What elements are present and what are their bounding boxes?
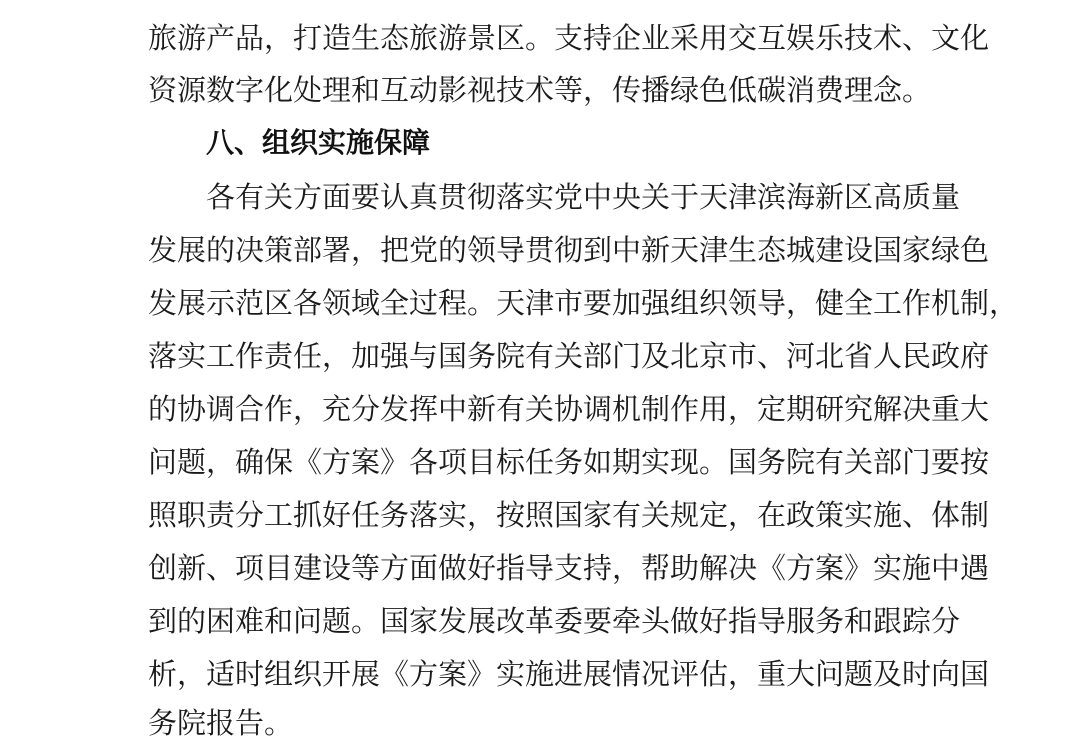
- paragraph-main-line-4: 落实工作责任，加强与国务院有关部门及北京市、河北省人民政府: [148, 339, 990, 373]
- paragraph-main-line-9: 到的困难和问题。国家发展改革委要牵头做好指导服务和跟踪分: [148, 604, 961, 638]
- paragraph-main-line-11: 务院报告。: [148, 706, 294, 740]
- paragraph-main-line-6: 问题，确保《方案》各项目标任务如期实现。国务院有关部门要按: [148, 445, 990, 479]
- paragraph-prev-line-2: 资源数字化处理和互动影视技术等，传播绿色低碳消费理念。: [148, 73, 932, 107]
- paragraph-main-line-3: 发展示范区各领域全过程。天津市要加强组织领导，健全工作机制，: [148, 286, 1019, 320]
- paragraph-main-line-2: 发展的决策部署，把党的领导贯彻到中新天津生态城建设国家绿色: [148, 233, 990, 267]
- paragraph-prev-line-1: 旅游产品，打造生态旅游景区。支持企业采用交互娱乐技术、文化: [148, 21, 990, 55]
- paragraph-main-line-7: 照职责分工抓好任务落实，按照国家有关规定，在政策实施、体制: [148, 498, 990, 532]
- paragraph-main-line-5: 的协调合作，充分发挥中新有关协调机制作用，定期研究解决重大: [148, 392, 990, 426]
- paragraph-main-line-1: 各有关方面要认真贯彻落实党中央关于天津滨海新区高质量: [206, 180, 961, 214]
- section-heading: 八、组织实施保障: [206, 126, 431, 159]
- paragraph-main-line-8: 创新、项目建设等方面做好指导支持，帮助解决《方案》实施中遇: [148, 551, 990, 585]
- paragraph-main-line-10: 析，适时组织开展《方案》实施进展情况评估，重大问题及时向国: [148, 657, 990, 691]
